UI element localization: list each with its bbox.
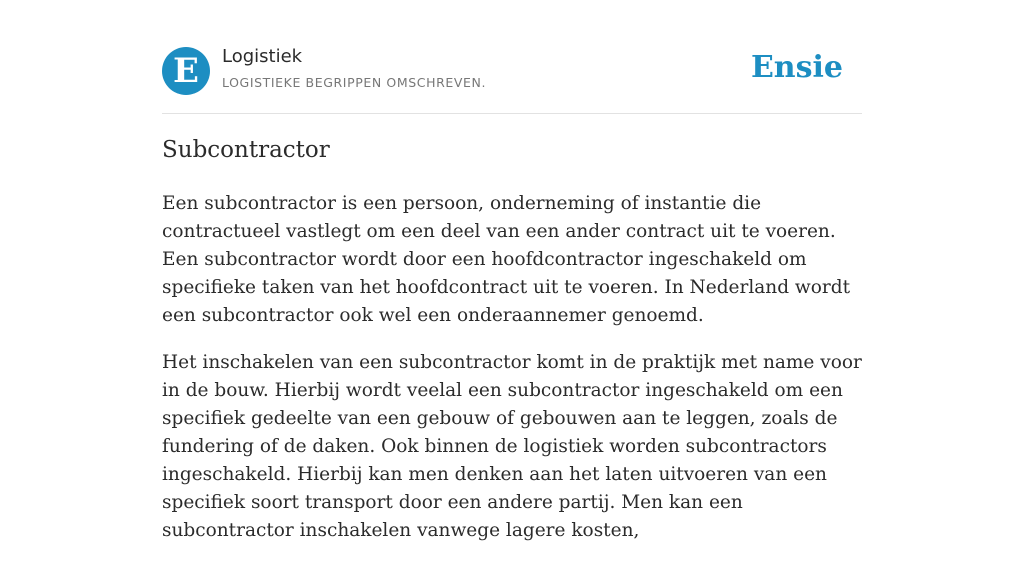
article-paragraph-1: Een subcontractor is een persoon, onderneming of instantie die contractueel vastlegt om een deel van een ander contract uit te voeren. Een subcontractor wordt door een hoofdcontractor ingeschakeld om specifieke taken van het hoofdcontract uit te voeren. In Nederland wordt een subcontractor ook wel een onderaannemer genoemd. (162, 193, 851, 326)
article-paragraph-2: Het inschakelen van een subcontractor komt in de praktijk met name voor in de bouw. Hierbij wordt veelal een subcontractor ingeschakeld om een specifiek gedeelte van een gebouw of gebouwen aan te leggen, zoals de fundering of de daken. Ook binnen de logistiek worden subcontractors ingeschakeld. Hierbij kan men denken aan het laten uitvoeren van een specifiek soort transport door een andere partij. Men kan een subcontractor inschakelen vanwege lagere kosten, (162, 352, 862, 541)
article-body (162, 190, 862, 564)
site-header (162, 0, 862, 114)
ensie-brand-link[interactable]: Ensie (750, 50, 843, 85)
page-container (162, 0, 862, 541)
page-title: Subcontractor (162, 137, 330, 163)
site-tagline: LOGISTIEKE BEGRIPPEN OMSCHREVEN. (222, 75, 487, 90)
site-title-link[interactable]: Logistiek (222, 46, 303, 67)
ensie-logo-icon[interactable]: E (162, 47, 210, 95)
